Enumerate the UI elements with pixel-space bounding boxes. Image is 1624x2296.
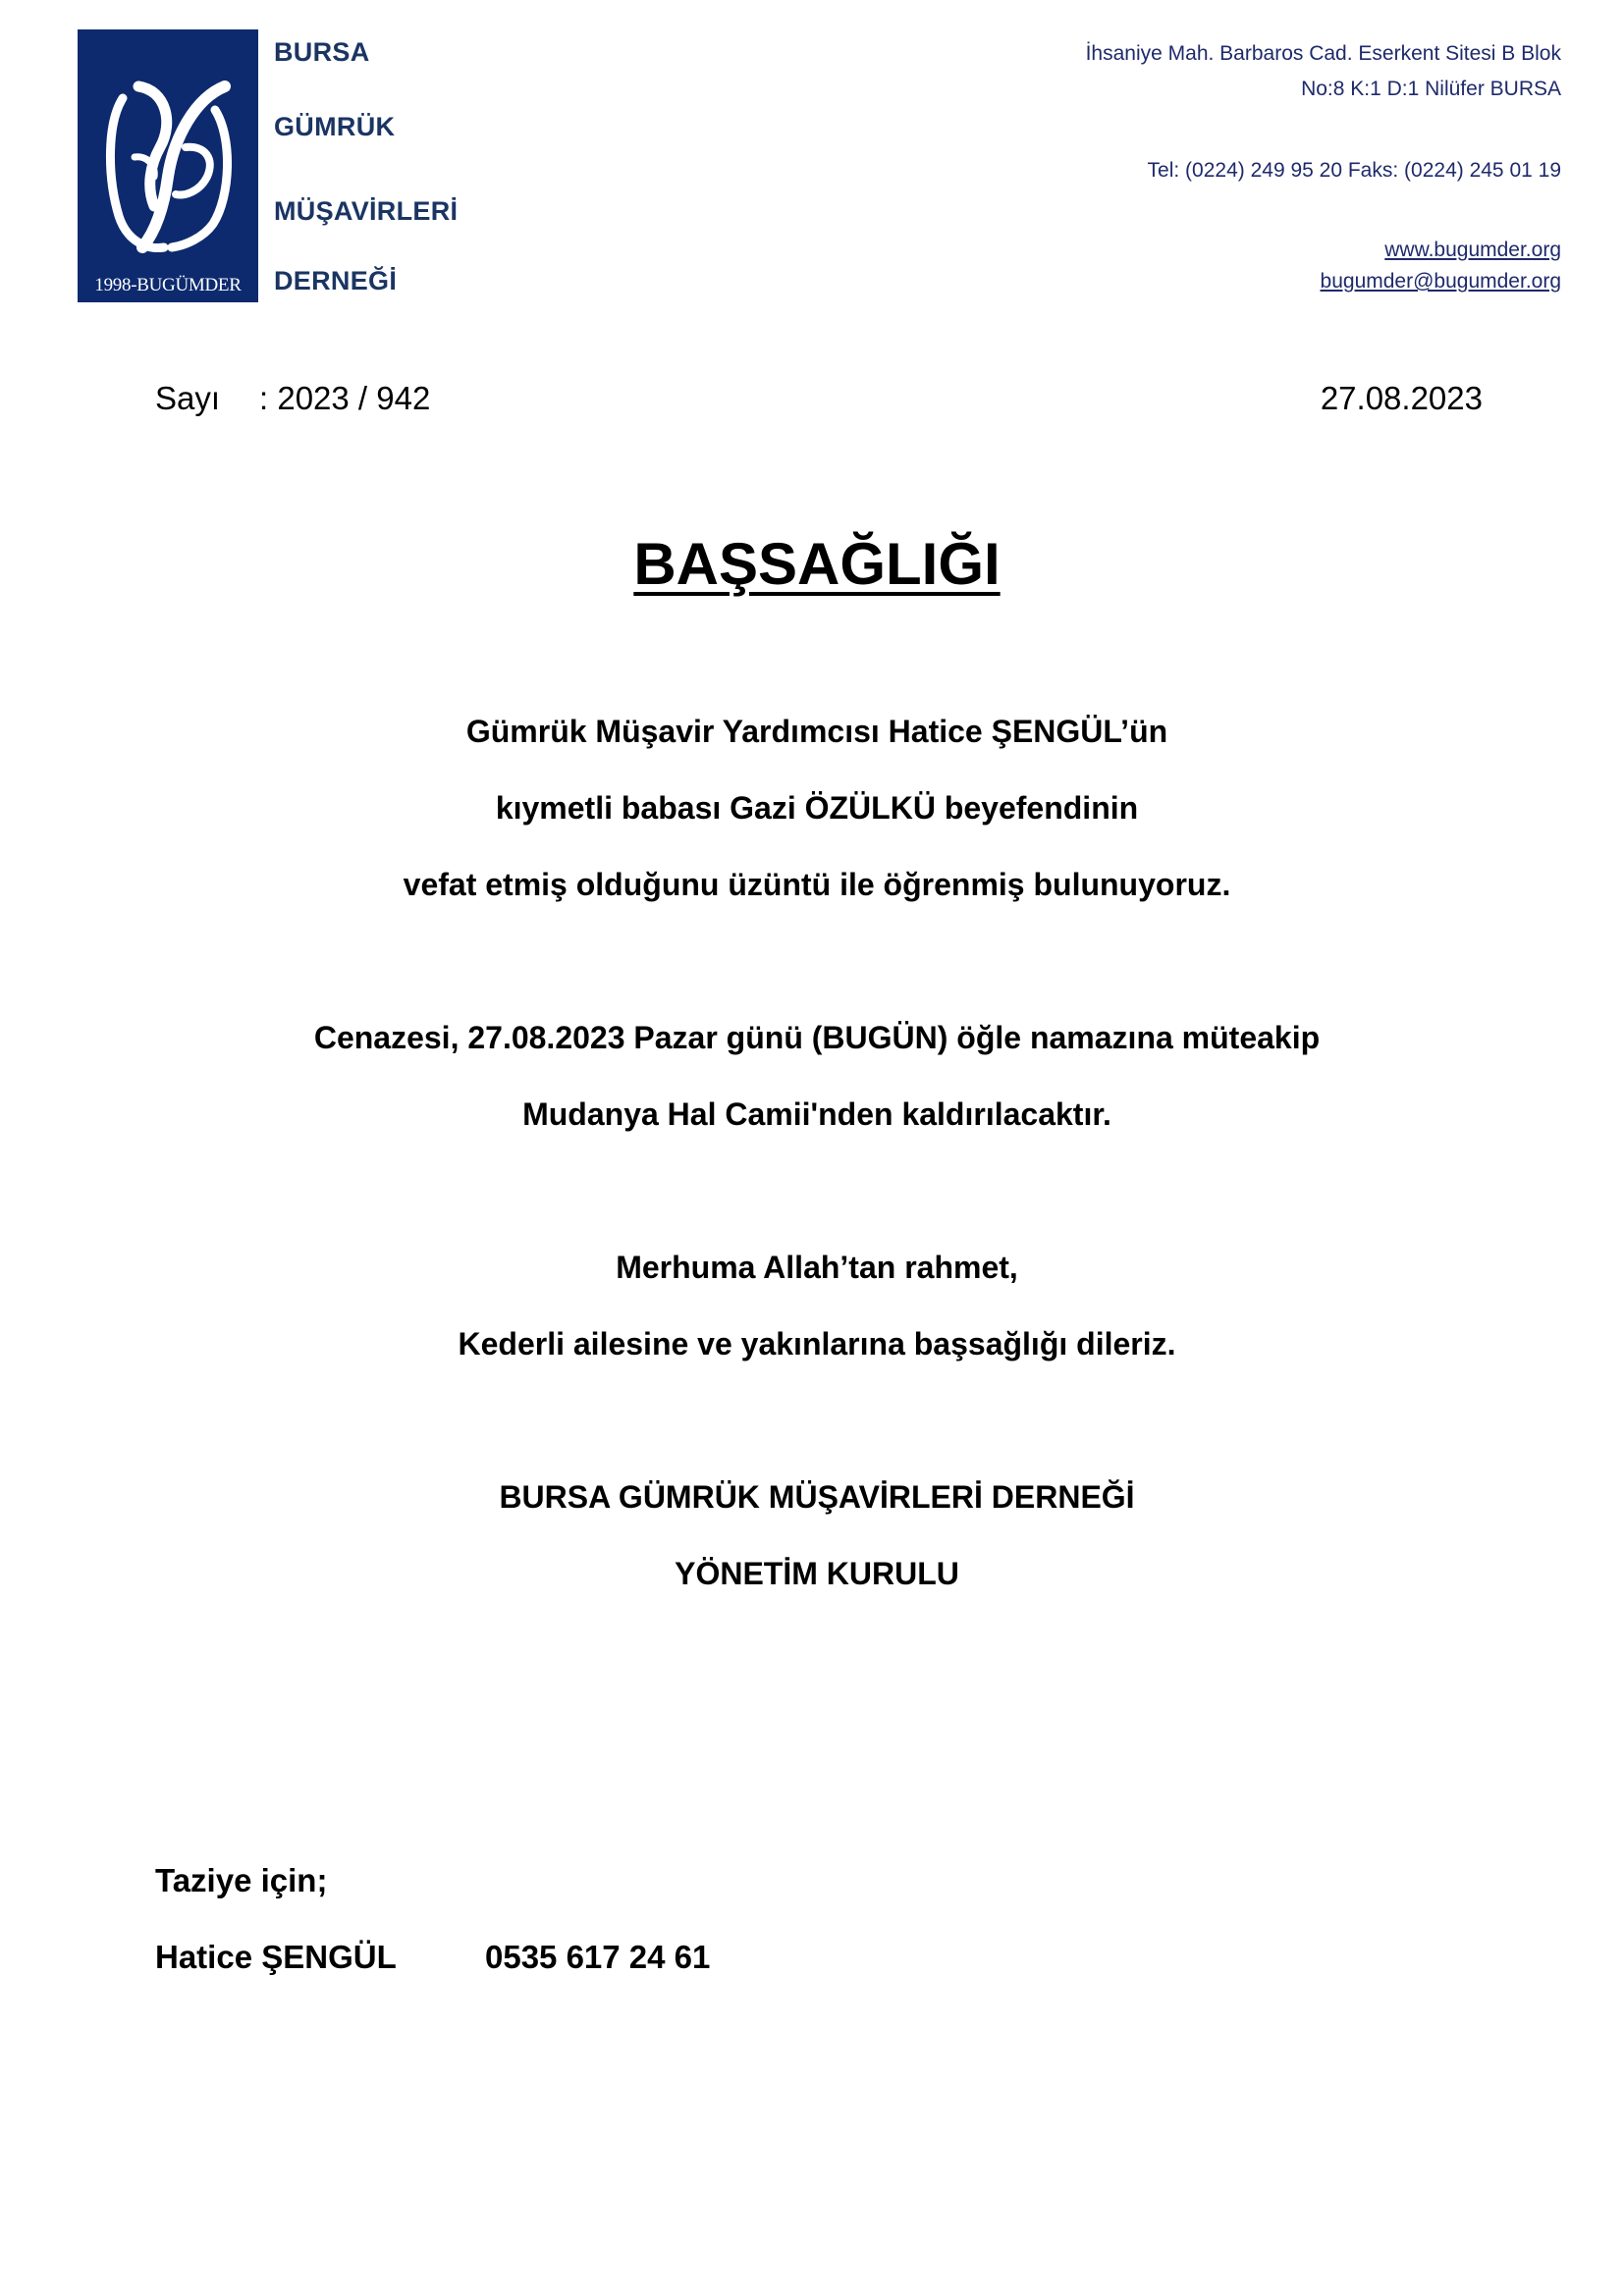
website-link[interactable]: www.bugumder.org	[1384, 239, 1561, 261]
email-link[interactable]: bugumder@bugumder.org	[1320, 270, 1561, 293]
body-line: vefat etmiş olduğunu üzüntü ile öğrenmiş bulunuyoruz.	[403, 867, 1231, 902]
contact-row	[155, 1939, 710, 1976]
body-line: Kederli ailesine ve yakınlarına başsağlığı dileriz.	[458, 1326, 1176, 1362]
body-line: Cenazesi, 27.08.2023 Pazar günü (BUGÜN) öğle namazına müteakip	[313, 1020, 1321, 1055]
address-line-2: No:8 K:1 D:1 Nilüfer BURSA	[1301, 78, 1561, 100]
body-line: Mudanya Hal Camii'nden kaldırılacaktır.	[522, 1096, 1111, 1132]
logo	[78, 29, 258, 302]
reference-value: : 2023 / 942	[259, 380, 431, 416]
page-title: BAŞSAĞLIĞI	[633, 531, 1001, 597]
contact-phone: 0535 617 24 61	[485, 1939, 711, 1975]
contact-heading: Taziye için;	[155, 1862, 328, 1898]
logo-caption: 1998-BUGÜMDER	[94, 275, 242, 295]
body-line: kıymetli babası Gazi ÖZÜLKÜ beyefendinin	[495, 790, 1139, 826]
document-date: 27.08.2023	[1320, 380, 1483, 416]
signature-org: BURSA GÜMRÜK MÜŞAVİRLERİ DERNEĞİ	[499, 1479, 1135, 1515]
reference-number	[155, 380, 430, 417]
contact-name: Hatice ŞENGÜL	[155, 1939, 397, 1975]
org-name-line-2: GÜMRÜK	[274, 112, 396, 141]
leaf-emblem-icon	[78, 29, 258, 302]
reference-label: Sayı	[155, 380, 221, 416]
phone-fax: Tel: (0224) 249 95 20 Faks: (0224) 245 01 19	[1147, 159, 1561, 182]
body-line: Gümrük Müşavir Yardımcısı Hatice ŞENGÜL’ün	[465, 714, 1168, 749]
body-line: Merhuma Allah’tan rahmet,	[616, 1250, 1018, 1285]
signature-board: YÖNETİM KURULU	[675, 1556, 959, 1591]
org-name-line-1: BURSA	[274, 37, 370, 67]
org-name-line-4: DERNEĞİ	[274, 266, 398, 295]
org-name-line-3: MÜŞAVİRLERİ	[274, 196, 459, 226]
address-line-1: İhsaniye Mah. Barbaros Cad. Eserkent Sitesi B Blok	[1085, 42, 1561, 65]
